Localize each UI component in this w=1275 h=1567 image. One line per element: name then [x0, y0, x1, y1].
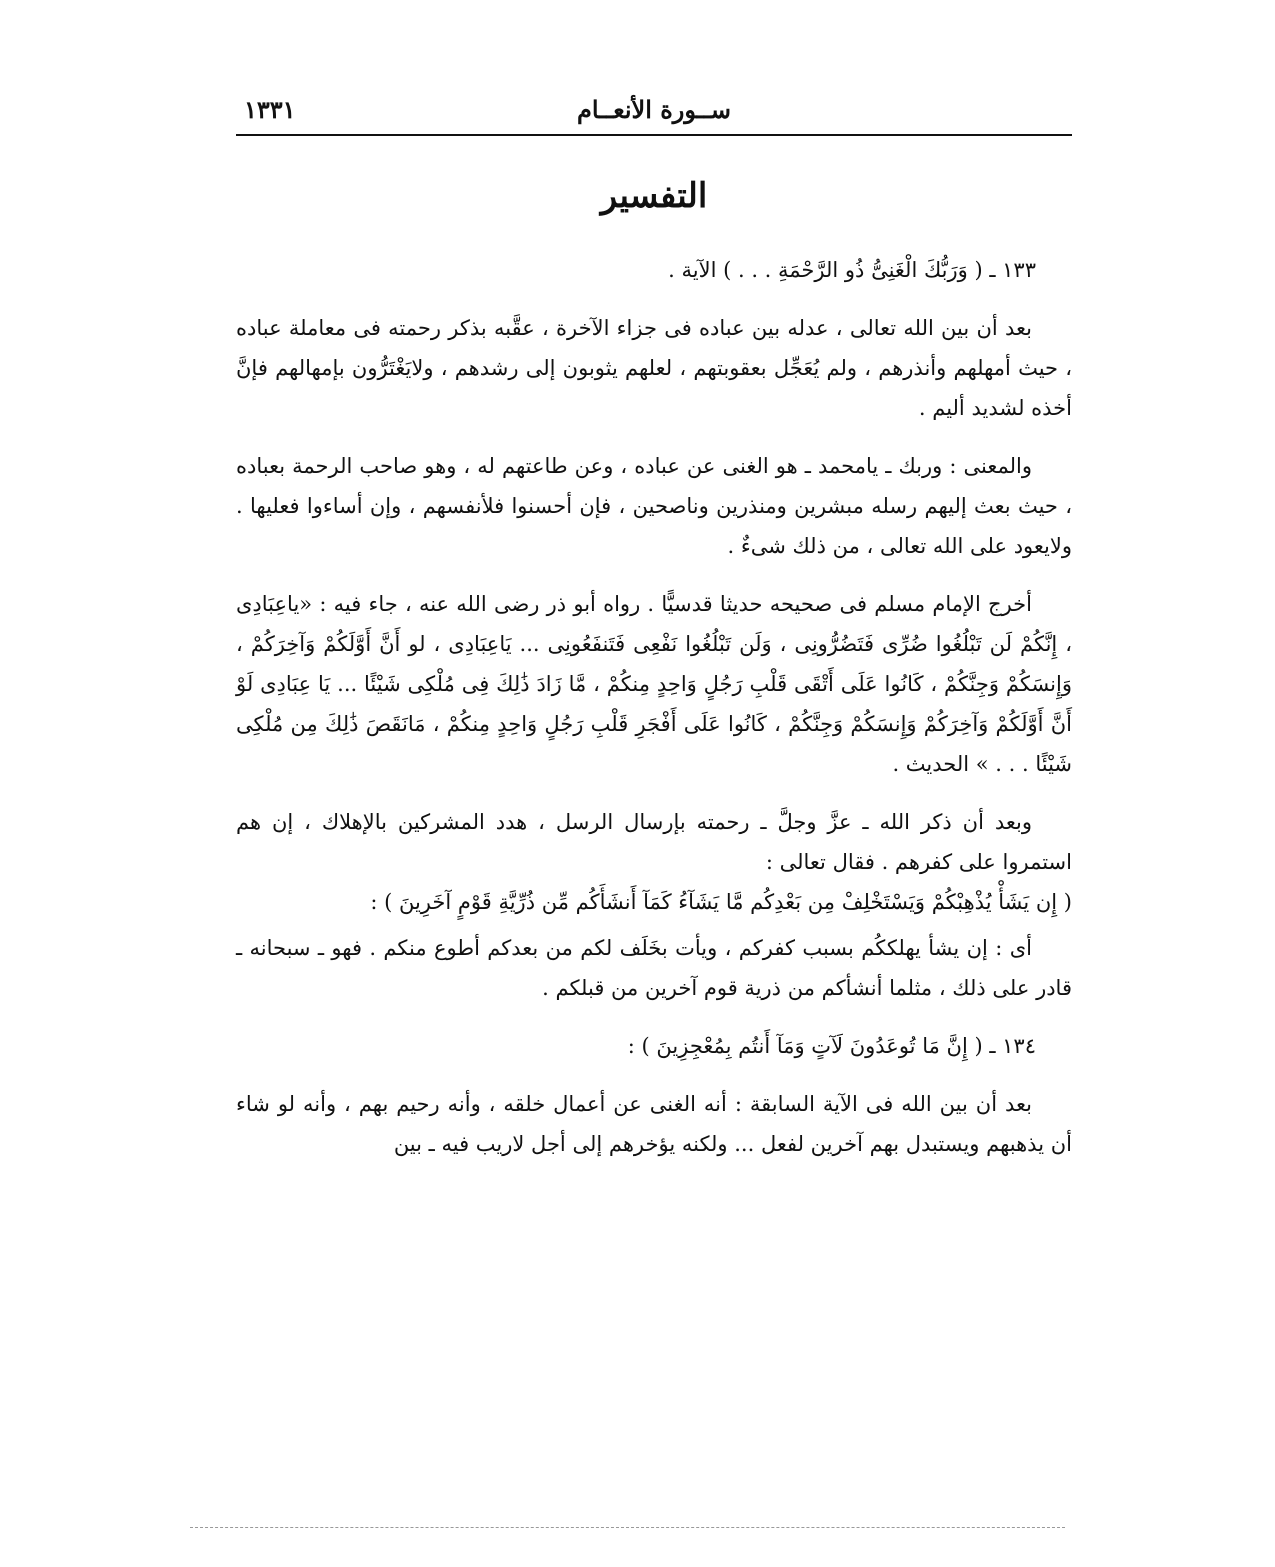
header-divider: [236, 134, 1072, 136]
body-text: [236, 250, 1072, 1164]
section-heading: التفسير: [600, 176, 708, 216]
ayah-reference-133: ١٣٣ ـ ( وَرَبُّكَ الْغَنِىُّ ذُو الرَّحْمَةِ . . . ) الآية .: [668, 258, 1036, 282]
page-header: [236, 92, 1072, 132]
ayah-reference-134: ١٣٤ ـ ( إِنَّ مَا تُوعَدُونَ لَآتٍ وَمَآ أَنتُم بِمُعْجِزِينَ ) :: [627, 1034, 1036, 1058]
quran-verse: ( إِن يَشَأْ يُذْهِبْكُمْ وَيَسْتَخْلِفْ مِن بَعْدِكُم مَّا يَشَآءُ كَمَآ أَنشَأَكُم مِّن ذُرِّيَّةِ قَوْمٍ آخَرِينَ ) :: [370, 890, 1072, 914]
paragraph: وبعد أن ذكر الله ـ عزَّ وجلَّ ـ رحمته بإرسال الرسل ، هدد المشركين بالإهلاك ، إن هم استمروا على كفرهم . فقال تعالى :: [236, 810, 1072, 874]
paragraph: أى : إن يشأ يهلككُم بسبب كفركم ، ويأت بخَلَف لكم من بعدكم أطوع منكم . فهو ـ سبحانه ـ قادر على ذلك ، مثلما أنشأكم من ذرية قوم آخرين من قبلكم .: [236, 936, 1072, 1000]
hadith-paragraph: أخرج الإمام مسلم فى صحيحه حديثا قدسيًّا . رواه أبو ذر رضى الله عنه ، جاء فيه : «ياعِبَادِى ، إِنَّكُمْ لَن تَبْلُغُوا ضُرِّى فَتَضُرُّونِى ، وَلَن تَبْلُغُوا نَفْعِى فَتَنفَعُونِى ... يَاعِبَادِى ، لو أَنَّ أَوَّلَكُمْ وَآخِرَكُمْ ، وَإِنسَكُمْ وَجِنَّكُمْ ، كَانُوا عَلَى أَتْقَى قَلْبِ رَجُلٍ وَاحِدٍ مِنكُمْ ، مَّا زَادَ ذَٰلِكَ فِى مُلْكِى شَيْئًا ... يَا عِبَادِى لَوْ أَنَّ أَوَّلَكُمْ وَآخِرَكُمْ وَإِنسَكُمْ وَجِنَّكُمْ ، كَانُوا عَلَى أَفْجَرِ قَلْبِ رَجُلٍ وَاحِدٍ مِنكُمْ ، مَانَقَصَ ذَٰلِكَ مِن مُلْكِى شَيْئًا . . . » الحديث .: [236, 592, 1072, 776]
paragraph: والمعنى : وربك ـ يامحمد ـ هو الغنى عن عباده ، وعن طاعتهم له ، وهو صاحب الرحمة بعباده ، حيث بعث إليهم رسله مبشرين ومنذرين وناصحين ، فإن أحسنوا فلأنفسهم ، وإن أساءوا فعليها . ولايعود على الله تعالى ، من ذلك شىءٌ .: [236, 454, 1072, 558]
page-number: ١٣٣١: [244, 95, 296, 124]
paragraph: بعد أن بين الله تعالى ، عدله بين عباده فى جزاء الآخرة ، عقَّبه بذكر رحمته فى معاملة عباده ، حيث أمهلهم وأنذرهم ، ولم يُعَجِّل بعقوبتهم ، لعلهم يثوبون إلى رشدهم ، ولايَغْتَرُّون بإمهالهم فإنَّ أخذه لشديد أليم .: [236, 316, 1072, 420]
surah-title: ســورة الأنعــام: [577, 95, 731, 124]
paragraph: بعد أن بين الله فى الآية السابقة : أنه الغنى عن أعمال خلقه ، وأنه رحيم بهم ، وأنه لو شاء أن يذهبهم ويستبدل بهم آخرين لفعل ... ولكنه يؤخرهم إلى أجل لاريب فيه ـ بين: [236, 1092, 1072, 1156]
footer-divider: [190, 1527, 1065, 1528]
document-page: [236, 0, 1072, 1567]
